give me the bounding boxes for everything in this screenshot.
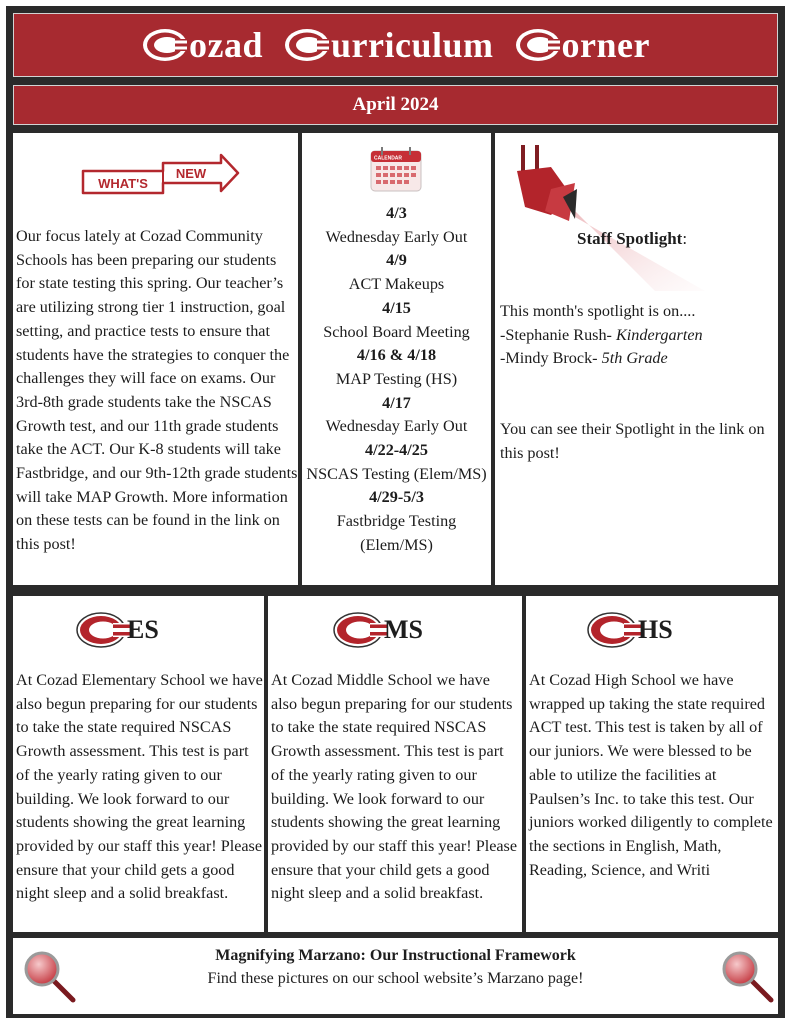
title-word-text: urriculum — [331, 25, 494, 65]
staff-role: Kindergarten — [616, 325, 703, 344]
magnifying-glass-icon — [719, 948, 775, 1004]
c-logo-icon — [514, 25, 562, 65]
c-logo-icon — [332, 610, 390, 650]
es-header — [75, 610, 159, 650]
marzano-footer-panel — [13, 938, 778, 1014]
calendar-date: 4/15 — [382, 298, 411, 317]
staff-name: -Stephanie Rush- — [500, 325, 616, 344]
calendar-event: ACT Makeups — [348, 275, 445, 294]
c-logo-icon — [141, 25, 189, 65]
calendar-date: 4/17 — [382, 393, 411, 412]
school-label: ES — [127, 615, 159, 644]
whats-new-arrow-icon — [81, 145, 241, 201]
calendar-date: 4/3 — [386, 204, 407, 222]
school-body: At Cozad Middle School we have also begun preparing for our students to take the state required NSCAS Growth assessment. This test is part of the yearly rating given to our building. We look forward to our students showing the great learning provided by our staff this year! Please ensure that your child gets a good night sleep and a solid breakfast. — [271, 671, 518, 903]
school-label: MS — [384, 615, 423, 644]
calendar-event: Fastbridge Testing (Elem/MS) — [336, 512, 457, 554]
calendar-event: Wednesday Early Out — [325, 417, 468, 436]
school-body: At Cozad Elementary School we have also begun preparing for our students to take the state required NSCAS Growth assessment. This test is part of the yearly rating given to our building. We look forward to our students showing the great learning provided by our staff this year! Please ensure that your child gets a good night sleep and a solid breakfast. — [16, 671, 263, 903]
calendar-date: 4/22-4/25 — [365, 441, 428, 460]
issue-date: April 2024 — [352, 94, 439, 115]
c-logo-icon — [283, 25, 331, 65]
spotlight-staff-item — [500, 324, 775, 348]
title-word-curriculum — [283, 24, 494, 66]
title-word-text: orner — [561, 25, 650, 65]
issue-date-bar — [13, 85, 778, 125]
spotlight-title-text: Staff Spotlight — [577, 229, 683, 248]
whats-new-body: Our focus lately at Cozad Community Schools has been preparing our students for state testing this spring. Our teacher’s are utilizing strong tier 1 instruction, goal setting, and practice tests to ensure that students have the strategies to conquer the challenges they will face on exams. Our 3rd-8th grade students take the NSCAS Growth test, and our 11th grade students take the ACT. Our K-8 students will take Fastbridge, and our 9th-12th grade students will take MAP Growth. More information on these tests can be found in the link on this post! — [16, 227, 298, 554]
calendar-event-list — [302, 202, 491, 558]
footer-subtitle: Find these pictures on our school website’s Marzano page! — [207, 970, 584, 987]
calendar-icon-label: CALENDAR — [373, 155, 403, 162]
c-logo-icon — [586, 610, 644, 650]
newsletter-title-bar — [13, 13, 778, 77]
calendar-event: Wednesday Early Out — [325, 227, 468, 246]
spotlight-link-note: You can see their Spotlight in the link on this post! — [500, 420, 765, 462]
staff-spotlight-panel — [495, 133, 778, 585]
calendar-panel — [302, 133, 491, 585]
spotlight-body — [500, 300, 775, 371]
calendar-icon — [368, 145, 424, 195]
calendar-date: 4/29-5/3 — [369, 488, 424, 507]
c-logo-icon — [75, 610, 133, 650]
calendar-date: 4/16 & 4/18 — [356, 346, 437, 365]
spotlight-title — [577, 229, 687, 249]
high-school-panel — [526, 596, 778, 932]
spotlight-intro: This month's spotlight is on.... — [500, 302, 696, 320]
title-word-corner — [514, 24, 650, 66]
middle-school-panel — [268, 596, 522, 932]
spotlight-staff-item — [500, 347, 775, 371]
school-label: HS — [638, 615, 673, 644]
calendar-date: 4/9 — [386, 251, 407, 270]
staff-role: 5th Grade — [601, 349, 668, 368]
whats-new-left-text: WHAT'S — [98, 176, 148, 191]
school-body: At Cozad High School we have wrapped up taking the state required ACT test. This test is taken by all of our juniors. We were blessed to be able to utilize the facilities at Paulsen’s Inc. to take this test. Our juniors worked diligently to complete the sections in English, Math, Reading, Science, and Writi — [529, 671, 773, 879]
staff-name: -Mindy Brock- — [500, 349, 602, 368]
whats-new-right-text: NEW — [175, 166, 207, 181]
hs-header — [586, 610, 673, 650]
footer-title: Magnifying Marzano: Our Instructional Framework — [215, 947, 576, 964]
spotlight-icon — [505, 141, 705, 291]
elementary-school-panel — [13, 596, 264, 932]
calendar-event: NSCAS Testing (Elem/MS) — [306, 464, 487, 483]
calendar-event: MAP Testing (HS) — [335, 369, 458, 388]
title-word-text: ozad — [189, 25, 264, 65]
spotlight-title-colon: : — [682, 229, 688, 248]
whats-new-panel — [13, 133, 298, 585]
ms-header — [332, 610, 423, 650]
title-word-cozad — [141, 24, 263, 66]
calendar-event: School Board Meeting — [323, 322, 470, 341]
